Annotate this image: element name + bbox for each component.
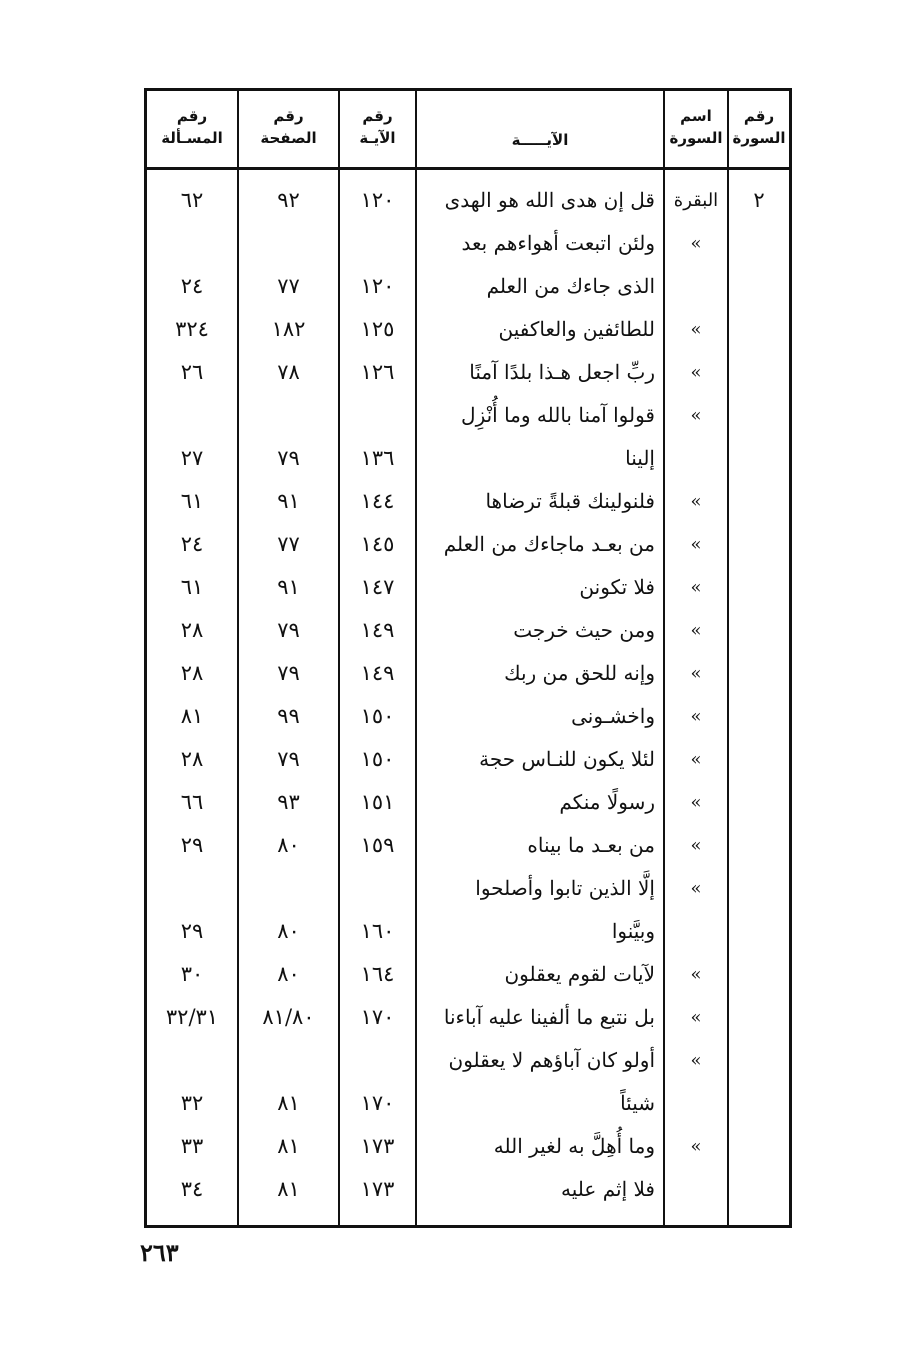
- table-row: [147, 523, 789, 566]
- sura-number-cell: [729, 910, 789, 953]
- masala-number-cell: ٦١: [180, 575, 204, 599]
- sura-number-cell: [729, 1168, 789, 1211]
- masala-number-cell: ٢٩: [180, 833, 204, 857]
- sura-number-cell: [729, 1082, 789, 1125]
- sura-number-cell: [729, 953, 789, 996]
- ayah-number-cell: ١٤٥: [360, 532, 395, 556]
- page-number-cell: ٩٩: [277, 704, 300, 728]
- masala-number-cell: ٣٢٤: [175, 317, 209, 341]
- sura-name-cell: »: [690, 491, 702, 512]
- table-row: [147, 867, 789, 910]
- sura-name-cell: »: [690, 534, 702, 555]
- header-page-number: رقم الصفحة: [260, 107, 317, 147]
- sura-number-cell: [729, 222, 789, 265]
- table-row: [147, 738, 789, 781]
- sura-number-cell: [729, 824, 789, 867]
- ayah-text-cell: وإنه للحق من ربك: [504, 661, 655, 685]
- ayah-number-cell: [340, 394, 415, 437]
- header-divider: [147, 167, 789, 170]
- table-row: [147, 437, 789, 480]
- page-number-cell: ٧٩: [277, 747, 300, 771]
- ayah-text-cell: واخشـونى: [571, 704, 655, 728]
- ayah-text-cell: وبيَّنوا: [611, 919, 655, 943]
- page-number-cell: ٧٩: [277, 446, 300, 470]
- ayah-text-cell: بل نتبع ما ألفينا عليه آباءنا: [443, 1005, 655, 1029]
- header-masala-number: رقم المسـألة: [161, 107, 223, 147]
- ayah-text-cell: وما أُهِلَّ به لغير الله: [493, 1134, 655, 1158]
- masala-number-cell: ٦١: [180, 489, 204, 513]
- sura-name-cell: »: [690, 835, 702, 856]
- sura-name-cell: البقرة: [673, 190, 719, 211]
- masala-number-cell: ٦٢: [180, 188, 204, 212]
- page-number-cell: [239, 867, 338, 910]
- ayah-text-cell: ومن حيث خرجت: [513, 618, 655, 642]
- sura-number-cell: [729, 437, 789, 480]
- page-number-cell: ٨٠: [277, 833, 300, 857]
- ayah-number-cell: ١٢٥: [360, 317, 395, 341]
- sura-number-cell: [729, 695, 789, 738]
- ayah-number-cell: ١٧٠: [360, 1091, 395, 1115]
- table-row: [147, 265, 789, 308]
- ayah-text-cell: قل إن هدى الله هو الهدى: [444, 188, 655, 212]
- sura-name-cell: »: [690, 792, 702, 813]
- sura-name-cell: »: [690, 1136, 702, 1157]
- ayah-number-cell: ١٥٠: [360, 747, 395, 771]
- sura-number-cell: [729, 308, 789, 351]
- sura-name-cell: »: [690, 233, 702, 254]
- page-number-cell: ٨١/٨٠: [262, 1005, 315, 1029]
- sura-name-cell: [665, 1082, 727, 1125]
- table-row: [147, 1039, 789, 1082]
- table-body: [147, 179, 789, 1211]
- table-row: [147, 695, 789, 738]
- ayah-text-cell: من بعـد ما بيناه: [527, 833, 655, 857]
- page-number-cell: ٧٩: [277, 618, 300, 642]
- sura-number-cell: [729, 1039, 789, 1082]
- sura-number-cell: [729, 1125, 789, 1168]
- header-ayah-number: رقم الآيـة: [359, 107, 396, 147]
- sura-number-cell: [729, 523, 789, 566]
- sura-name-cell: »: [690, 749, 702, 770]
- ayah-number-cell: ١٥١: [360, 790, 395, 814]
- masala-number-cell: [147, 867, 237, 910]
- page-number-cell: ٧٨: [277, 360, 300, 384]
- sura-name-cell: »: [690, 706, 702, 727]
- ayah-number-cell: ١٧٣: [360, 1177, 395, 1201]
- header-ayah: الآيـــــة: [511, 131, 569, 149]
- ayah-number-cell: ١٦٠: [360, 919, 395, 943]
- masala-number-cell: [147, 394, 237, 437]
- sura-number-cell: [729, 867, 789, 910]
- header-sura-number: رقم السورة: [732, 107, 786, 147]
- sura-name-cell: »: [690, 620, 702, 641]
- ayah-number-cell: ١٣٦: [360, 446, 395, 470]
- ayah-number-cell: ١٤٧: [360, 575, 395, 599]
- table-row: [147, 394, 789, 437]
- masala-number-cell: ٢٩: [180, 919, 204, 943]
- ayah-number-cell: ١٧٠: [360, 1005, 395, 1029]
- sura-number-cell: [729, 781, 789, 824]
- masala-number-cell: ٢٨: [180, 661, 204, 685]
- ayah-number-cell: [340, 1039, 415, 1082]
- page-number-cell: [239, 222, 338, 265]
- masala-number-cell: ٣٢: [180, 1091, 204, 1115]
- masala-number-cell: ٢٧: [180, 446, 204, 470]
- table-row: [147, 652, 789, 695]
- masala-number-cell: ٢٨: [180, 618, 204, 642]
- masala-number-cell: ٨١: [180, 704, 204, 728]
- page-number-cell: ١٨٢: [271, 317, 306, 341]
- ayah-text-cell: فلنولينك قبلةً ترضاها: [485, 489, 655, 513]
- masala-number-cell: [147, 222, 237, 265]
- table-row: [147, 308, 789, 351]
- page-number-cell: ٨٠: [277, 919, 300, 943]
- ayah-number-cell: ١٢٠: [360, 274, 395, 298]
- table-row: [147, 609, 789, 652]
- ayah-number-cell: ١٤٩: [360, 618, 395, 642]
- ayah-text-cell: ولئن اتبعت أهواءهم بعد: [461, 231, 655, 255]
- ayah-number-cell: ١٦٤: [360, 962, 395, 986]
- sura-number-cell: ٢: [753, 188, 765, 212]
- table-row: [147, 351, 789, 394]
- sura-name-cell: [665, 437, 727, 480]
- sura-name-cell: »: [690, 319, 702, 340]
- sura-name-cell: »: [690, 878, 702, 899]
- ayah-text-cell: أولو كان آباؤهم لا يعقلون: [448, 1048, 655, 1072]
- page-number-cell: ٧٩: [277, 661, 300, 685]
- index-table: [144, 88, 792, 1228]
- ayah-text-cell: إلَّا الذين تابوا وأصلحوا: [475, 876, 655, 900]
- masala-number-cell: ٢٤: [180, 274, 204, 298]
- table-row: [147, 222, 789, 265]
- masala-number-cell: ٢٤: [180, 532, 204, 556]
- ayah-text-cell: قولوا آمنا بالله وما أُنْزِل: [461, 403, 655, 427]
- masala-number-cell: ٢٨: [180, 747, 204, 771]
- ayah-number-cell: [340, 867, 415, 910]
- masala-number-cell: ٣٤: [180, 1177, 204, 1201]
- masala-number-cell: ٦٦: [180, 790, 204, 814]
- page-number-cell: ٧٧: [277, 532, 300, 556]
- sura-name-cell: »: [690, 1007, 702, 1028]
- masala-number-cell: ٣٢/٣١: [165, 1005, 219, 1029]
- sura-number-cell: [729, 652, 789, 695]
- page-number-cell: ٨١: [277, 1177, 300, 1201]
- ayah-text-cell: ربِّ اجعل هـذا بلدًا آمنًا: [469, 360, 655, 384]
- sura-name-cell: [665, 265, 727, 308]
- page-number-cell: ٩٣: [277, 790, 300, 814]
- ayah-text-cell: إلينا: [625, 446, 655, 470]
- table-row: [147, 953, 789, 996]
- table-row: [147, 1082, 789, 1125]
- sura-name-cell: »: [690, 1050, 702, 1071]
- ayah-number-cell: ١٥٩: [360, 833, 395, 857]
- ayah-number-cell: ١٢٠: [360, 188, 395, 212]
- ayah-text-cell: فلا إثم عليه: [561, 1177, 655, 1201]
- page-number-cell: ٧٧: [277, 274, 300, 298]
- page-number-cell: [239, 394, 338, 437]
- masala-number-cell: [147, 1039, 237, 1082]
- sura-name-cell: »: [690, 964, 702, 985]
- masala-number-cell: ٢٦: [180, 360, 204, 384]
- sura-number-cell: [729, 566, 789, 609]
- table-row: [147, 996, 789, 1039]
- table-row: [147, 1125, 789, 1168]
- sura-name-cell: [665, 1168, 727, 1211]
- ayah-number-cell: ١٢٦: [360, 360, 395, 384]
- ayah-number-cell: ١٥٠: [360, 704, 395, 728]
- ayah-text-cell: شيئاً: [620, 1091, 655, 1115]
- sura-number-cell: [729, 996, 789, 1039]
- sura-number-cell: [729, 265, 789, 308]
- sura-number-cell: [729, 394, 789, 437]
- masala-number-cell: ٣٠: [180, 962, 204, 986]
- sura-number-cell: [729, 738, 789, 781]
- ayah-text-cell: للطائفين والعاكفين: [498, 317, 655, 341]
- ayah-number-cell: ١٧٣: [360, 1134, 395, 1158]
- table-row: [147, 566, 789, 609]
- page-number-cell: [239, 1039, 338, 1082]
- ayah-number-cell: [340, 222, 415, 265]
- masala-number-cell: ٣٣: [180, 1134, 204, 1158]
- table-row: [147, 480, 789, 523]
- sura-number-cell: [729, 351, 789, 394]
- page-number-cell: ٩٢: [277, 188, 300, 212]
- ayah-text-cell: لآيات لقوم يعقلون: [504, 962, 655, 986]
- table-row: [147, 1168, 789, 1211]
- table-row: [147, 824, 789, 867]
- ayah-number-cell: ١٤٩: [360, 661, 395, 685]
- table-row: [147, 179, 789, 222]
- ayah-text-cell: الذى جاءك من العلم: [486, 274, 655, 298]
- page-number: ٢٦٣: [140, 1238, 179, 1267]
- sura-number-cell: [729, 480, 789, 523]
- table-row: [147, 781, 789, 824]
- ayah-text-cell: فلا تكونن: [579, 575, 655, 599]
- header-sura-name: اسم السورة: [669, 107, 723, 147]
- sura-number-cell: [729, 609, 789, 652]
- ayah-number-cell: ١٤٤: [360, 489, 395, 513]
- page-number-cell: ٩١: [277, 575, 300, 599]
- page-number-cell: ٨١: [277, 1134, 300, 1158]
- page-number-cell: ٩١: [277, 489, 300, 513]
- sura-name-cell: »: [690, 663, 702, 684]
- ayah-text-cell: لئلا يكون للنـاس حجة: [479, 747, 655, 771]
- sura-name-cell: »: [690, 362, 702, 383]
- ayah-text-cell: رسولًا منكم: [559, 790, 655, 814]
- table-row: [147, 910, 789, 953]
- sura-name-cell: »: [690, 577, 702, 598]
- sura-name-cell: »: [690, 405, 702, 426]
- sura-name-cell: [665, 910, 727, 953]
- page-number-cell: ٨٠: [277, 962, 300, 986]
- page-number-cell: ٨١: [277, 1091, 300, 1115]
- ayah-text-cell: من بعـد ماجاءك من العلم: [443, 532, 655, 556]
